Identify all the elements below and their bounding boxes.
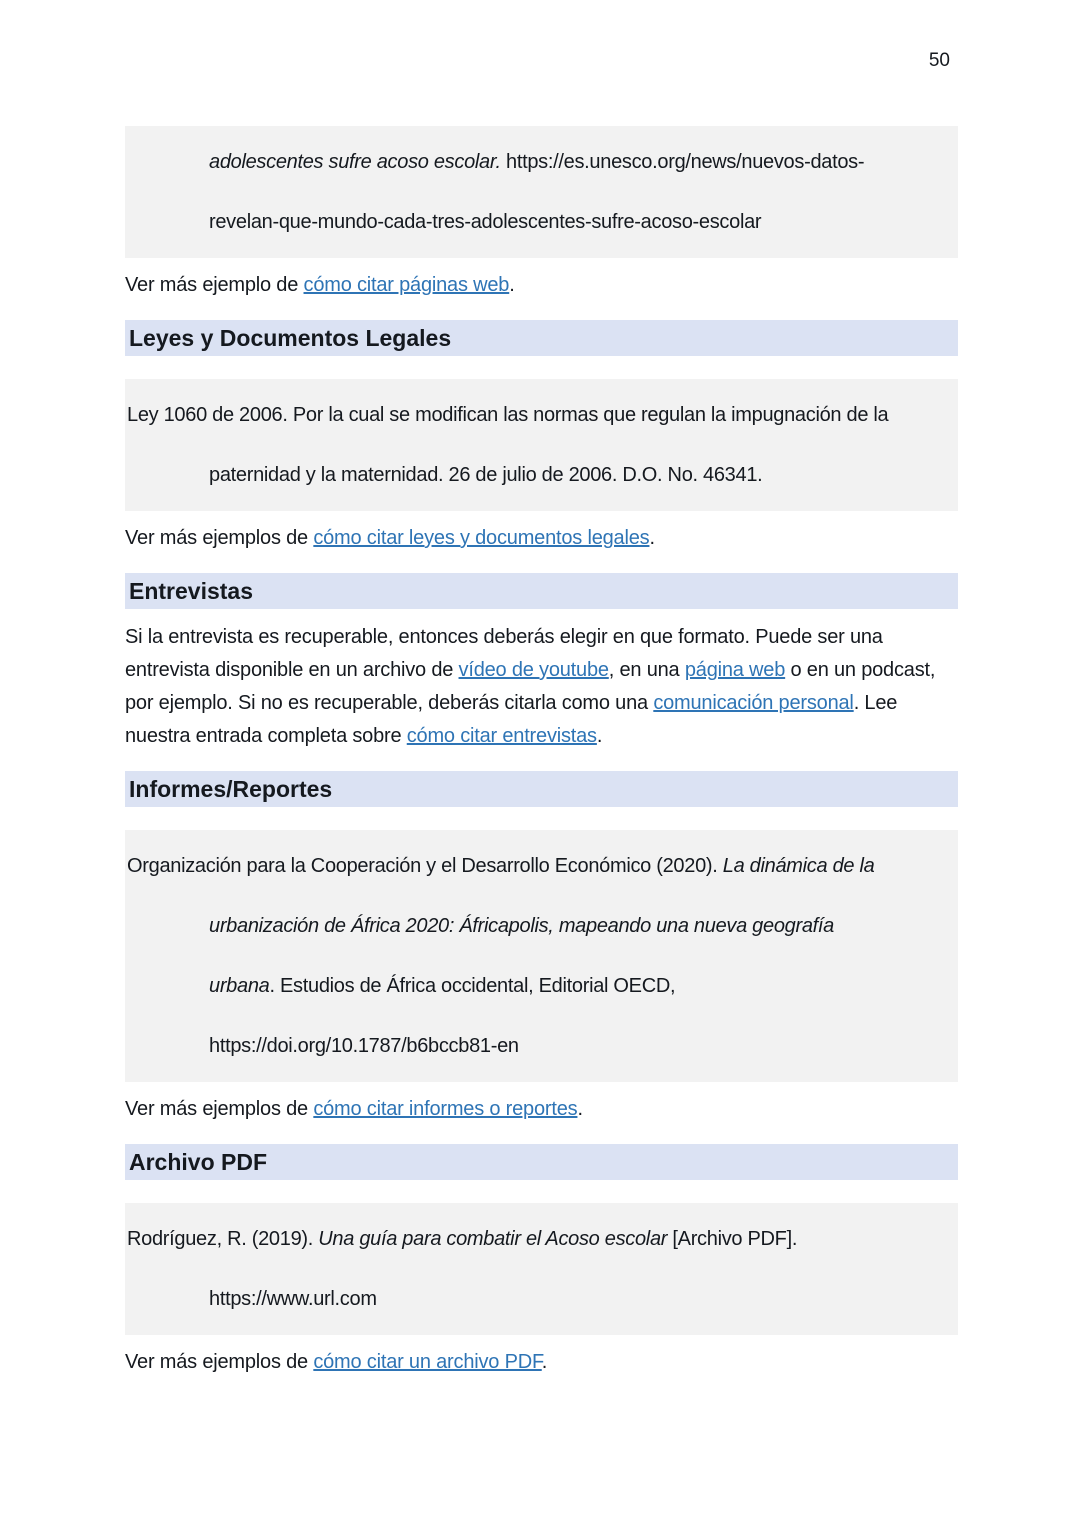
citation-text: paternidad y la maternidad. 26 de julio de 2006. D.O. No. 46341.: [209, 464, 763, 486]
citation-title-italic: urbana: [209, 975, 270, 997]
entrevistas-paragraph: [125, 621, 958, 753]
more-prefix: Ver más ejemplos de: [125, 527, 314, 549]
link-como-citar-informes[interactable]: cómo citar informes o reportes: [313, 1098, 578, 1120]
citation-author: Organización para la Cooperación y el Desarrollo Económico (2020).: [127, 855, 723, 877]
citation-line: [127, 1016, 956, 1076]
citation-line: [127, 896, 956, 956]
paragraph-text: Si la entrevista es recuperable, entonces deberás elegir en que formato. Puede ser una entrevista disponible en un archivo de: [125, 626, 883, 681]
citation-line: [127, 192, 956, 252]
more-suffix: .: [509, 274, 515, 296]
more-prefix: Ver más ejemplos de: [125, 1351, 314, 1373]
page-content: [125, 0, 958, 1377]
more-suffix: .: [577, 1098, 583, 1120]
paragraph-text: . Lee nuestra entrada completa sobre: [125, 692, 898, 747]
citation-block-unesco: [125, 126, 958, 258]
paragraph-text: , en una: [608, 659, 685, 681]
citation-doi: https://doi.org/10.1787/b6bccb81-en: [209, 1035, 519, 1057]
citation-title-italic: adolescentes sufre acoso escolar.: [209, 151, 501, 173]
citation-line: [127, 1209, 956, 1269]
link-como-citar-paginas-web[interactable]: cómo citar páginas web: [303, 274, 510, 296]
heading-archivo-pdf: Archivo PDF: [125, 1144, 958, 1180]
paragraph-text: o en un podcast, por ejemplo. Si no es recuperable, deberás citarla como una: [125, 659, 936, 714]
citation-title-italic: urbanización de África 2020: Áfricapolis, mapeando una nueva geografía: [209, 915, 834, 937]
citation-block-rodriguez: [125, 1203, 958, 1335]
more-prefix: Ver más ejemplo de: [125, 274, 304, 296]
citation-text: Ley 1060 de 2006. Por la cual se modifican las normas que regulan la impugnación de la: [127, 404, 889, 426]
link-como-citar-leyes[interactable]: cómo citar leyes y documentos legales: [313, 527, 650, 549]
heading-entrevistas: Entrevistas: [125, 573, 958, 609]
citation-line: [127, 836, 956, 896]
citation-author: Rodríguez, R. (2019).: [127, 1228, 319, 1250]
heading-leyes-y-documentos-legales: Leyes y Documentos Legales: [125, 320, 958, 356]
citation-line: [127, 385, 956, 445]
citation-line: [127, 445, 956, 505]
more-examples-pdf: [125, 1347, 958, 1377]
link-pagina-web[interactable]: página web: [684, 659, 786, 681]
link-comunicacion-personal[interactable]: comunicación personal: [653, 692, 854, 714]
citation-url-start: https://es.unesco.org/news/nuevos-datos-: [500, 151, 865, 173]
paragraph-text: .: [596, 725, 603, 747]
more-examples-leyes: [125, 523, 958, 553]
citation-url: https://www.url.com: [209, 1288, 377, 1310]
heading-informes-reportes: Informes/Reportes: [125, 771, 958, 807]
citation-url-end: revelan-que-mundo-cada-tres-adolescentes-sufre-acoso-escolar: [209, 211, 762, 233]
citation-line: [127, 132, 956, 192]
more-prefix: Ver más ejemplos de: [125, 1098, 314, 1120]
link-video-de-youtube[interactable]: vídeo de youtube: [458, 659, 609, 681]
citation-line: [127, 1269, 956, 1329]
more-examples-paginas-web: [125, 270, 958, 300]
citation-line: [127, 956, 956, 1016]
citation-block-ley-1060: [125, 379, 958, 511]
link-como-citar-archivo-pdf[interactable]: cómo citar un archivo PDF: [313, 1351, 542, 1373]
more-examples-informes: [125, 1094, 958, 1124]
citation-title-italic: La dinámica de la: [722, 855, 875, 877]
citation-format-tag: [Archivo PDF].: [667, 1228, 798, 1250]
citation-publisher: . Estudios de África occidental, Editorial OECD,: [269, 975, 676, 997]
link-como-citar-entrevistas[interactable]: cómo citar entrevistas: [406, 725, 597, 747]
citation-title-italic: Una guía para combatir el Acoso escolar: [318, 1228, 668, 1250]
citation-block-oecd: [125, 830, 958, 1082]
more-suffix: .: [649, 527, 655, 549]
more-suffix: .: [541, 1351, 548, 1373]
page-number: 50: [928, 50, 950, 71]
